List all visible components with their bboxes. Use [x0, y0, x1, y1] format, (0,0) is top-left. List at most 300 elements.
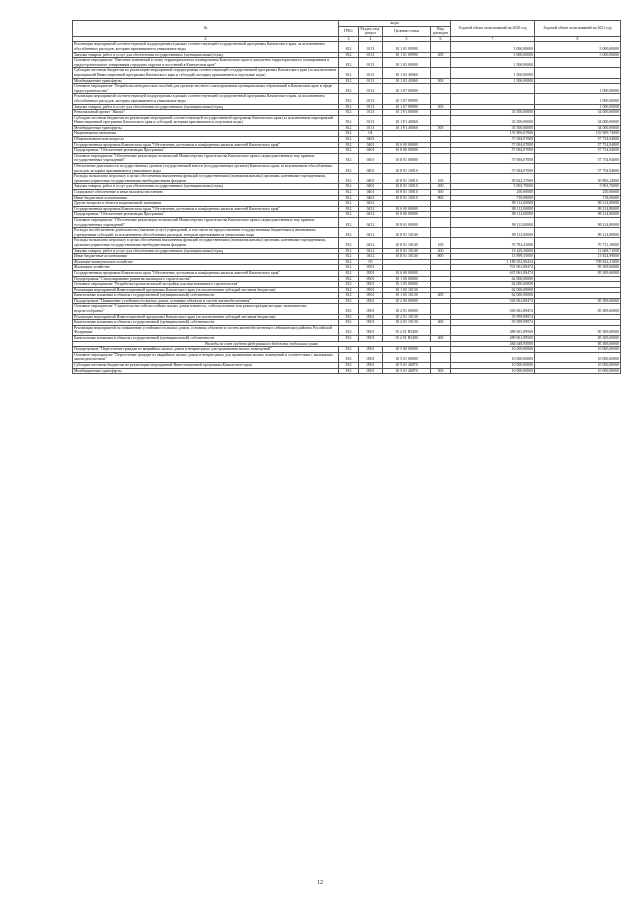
cell-grbs: 812	[339, 94, 359, 104]
cell-csr: 10 8 01 10010	[383, 195, 431, 201]
cell-grbs: 812	[339, 137, 359, 143]
cell-razdel: 0401	[359, 142, 383, 148]
table-row	[73, 325, 621, 335]
cell-2021	[535, 58, 621, 68]
cell-csr: 10 1 01 09990	[383, 52, 431, 58]
cell-vr: 500	[431, 368, 451, 374]
cell-vr	[431, 58, 451, 68]
cell-2020: 484 648,95000	[451, 341, 535, 347]
cell-2020: 5 000,00000	[451, 52, 535, 58]
cell-razdel: 0412	[359, 201, 383, 207]
cell-name: Национальная экономика	[73, 131, 339, 137]
cell-2021: 709 822,31000	[535, 259, 621, 265]
cell-grbs: 812	[339, 195, 359, 201]
cell-2021: 10 000,00000	[535, 352, 621, 362]
cell-grbs: 812	[339, 201, 359, 207]
cell-razdel: 0501	[359, 352, 383, 362]
cell-grbs: 812	[339, 68, 359, 78]
cell-razdel: 0113	[359, 94, 383, 104]
cell-vr	[431, 325, 451, 335]
cell-grbs: 812	[339, 42, 359, 52]
cell-vr: 400	[431, 336, 451, 342]
cell-name: Межбюджетные трансферты	[73, 368, 339, 374]
note-cell: Расходы за счет средств федерального бюджета отдельная сумма	[73, 341, 451, 347]
cell-razdel: 0501	[359, 270, 383, 276]
cell-name: Основное мероприятие "Разработка проектов жилой застройки для перспективного строительства"	[73, 282, 339, 288]
table-row	[73, 153, 621, 163]
table-row	[73, 58, 621, 68]
cell-grbs: 812	[339, 248, 359, 254]
cell-2021: 85 309,60000	[535, 298, 621, 304]
cell-csr: 10 1 F1 40060	[383, 125, 431, 131]
cell-vr: 200	[431, 104, 451, 110]
cell-vr	[431, 84, 451, 94]
cell-razdel: 04	[359, 131, 383, 137]
cell-razdel: 0401	[359, 164, 383, 174]
cell-2020: 98 112,00000	[451, 206, 535, 212]
cell-2021: 57 754,94000	[535, 164, 621, 174]
cell-grbs: 812	[339, 270, 359, 276]
cell-razdel: 0501	[359, 347, 383, 353]
cell-2020: 10 000,00000	[451, 347, 535, 353]
cell-name: Основное мероприятие "Строительство сейсмостойких жилых домов взамен ех, сейсмоусиление или реконструкция которых экономически нецелесообразны"	[73, 304, 339, 314]
cell-grbs: 812	[339, 184, 359, 190]
cell-razdel: 0113	[359, 110, 383, 116]
cell-grbs: 812	[339, 320, 359, 326]
cell-2021	[535, 68, 621, 78]
cell-2020: 33 500,00000	[451, 115, 535, 125]
cell-vr: 500	[431, 125, 451, 131]
cell-2021: 70 721,10000	[535, 238, 621, 248]
cell-grbs: 812	[339, 314, 359, 320]
cell-2021: 57 754,94000	[535, 142, 621, 148]
cell-2020: 57 694,07000	[451, 164, 535, 174]
cell-2020: 10 000,00000	[451, 352, 535, 362]
cell-razdel: 0412	[359, 248, 383, 254]
cell-grbs: 812	[339, 265, 359, 271]
cell-2021: 10 000,00000	[535, 368, 621, 374]
cell-razdel: 0412	[359, 238, 383, 248]
cell-csr: 10 1 05 00000	[383, 282, 431, 288]
cell-2021: 57 754,94000	[535, 137, 621, 143]
cell-razdel: 0113	[359, 52, 383, 58]
header-vr: Вид расходов	[431, 26, 451, 36]
cell-vr: 800	[431, 254, 451, 260]
cell-2020: 33 500,00000	[451, 125, 535, 131]
table-row	[73, 164, 621, 174]
cell-name: Реализация мероприятий Инвестиционной программы Камчатского края (за исключением субсидий местным бюджетам)	[73, 287, 339, 293]
cell-2020: 718,00000	[451, 195, 535, 201]
table-row	[73, 84, 621, 94]
cell-grbs: 812	[339, 254, 359, 260]
cell-2020: 10 000,00000	[451, 368, 535, 374]
cell-vr: 100	[431, 238, 451, 248]
cell-vr: 300	[431, 190, 451, 196]
cell-2021: 85 309,60000	[535, 325, 621, 335]
cell-2021: 98 214,80000	[535, 212, 621, 218]
cell-razdel: 0501	[359, 325, 383, 335]
cell-grbs: 812	[339, 52, 359, 58]
cell-razdel: 0401	[359, 153, 383, 163]
cell-name: Расходы на обеспечение деятельности (оказание услуг) учреждений, в том числе на предоставление государственным бюджетным и автономным учреждениям субсидий, за исключением обособленных расходов, которым присваиваются уникальные коды	[73, 228, 339, 238]
cell-vr	[431, 217, 451, 227]
cell-grbs: 812	[339, 276, 359, 282]
table-row	[73, 304, 621, 314]
cell-grbs: 812	[339, 352, 359, 362]
cell-name: Жилищно-коммунальное хозяйство	[73, 259, 339, 265]
cell-grbs: 812	[339, 287, 359, 293]
cell-name: Капитальные вложения в объекты государственной (муниципальной) собственности	[73, 293, 339, 299]
cell-vr: 800	[431, 195, 451, 201]
cell-vr: 500	[431, 78, 451, 84]
cell-razdel: 0401	[359, 184, 383, 190]
table-header	[73, 21, 621, 42]
header-2020: Годовой объем ассигнований на 2020 год	[451, 21, 535, 37]
cell-2021: 5 000,00000	[535, 42, 621, 52]
cell-vr: 200	[431, 52, 451, 58]
cell-2020: 98 112,00000	[451, 201, 535, 207]
cell-csr: 10 1 05 10130	[383, 287, 431, 293]
cell-2021: 155 969,74000	[535, 131, 621, 137]
cell-grbs: 812	[339, 78, 359, 84]
cell-2021: 1 000,00000	[535, 104, 621, 110]
cell-csr: 10 2 01 R5400	[383, 336, 431, 342]
cell-razdel: 0501	[359, 265, 383, 271]
cell-razdel: 0401	[359, 190, 383, 196]
cell-csr: 10 2 01 10130	[383, 320, 431, 326]
cell-grbs: 812	[339, 148, 359, 154]
cell-2020: 57 694,07000	[451, 137, 535, 143]
cell-2020: 62 000,00000	[451, 276, 535, 282]
cell-name: Общеэкономические вопросы	[73, 137, 339, 143]
header-grbs: ГРБС	[339, 26, 359, 36]
cell-2021: 98 214,80000	[535, 201, 621, 207]
table-row	[73, 68, 621, 78]
cell-2020: 62 000,00000	[451, 287, 535, 293]
table-row	[73, 42, 621, 52]
table-row	[73, 352, 621, 362]
cell-name: Расходы на выплаты персоналу в целях обеспечения выполнения функций государственными (муниципальными) органами, казенными учреждениями, органами управления государственными внебюджетными фондами	[73, 174, 339, 184]
cell-2021: 5 000,00000	[535, 52, 621, 58]
cell-csr: 10 1 00 00000	[383, 276, 431, 282]
cell-grbs: 812	[339, 84, 359, 94]
cell-2021: 98 214,80000	[535, 228, 621, 238]
header-csr: Целевая статья	[383, 26, 431, 36]
cell-vr	[431, 153, 451, 163]
header-razdel: Раздел, под-раздел	[360, 26, 381, 36]
cell-csr: 10 8 00 00000	[383, 148, 431, 154]
cell-2020: 55 999,99974	[451, 314, 535, 320]
cell-grbs: 812	[339, 190, 359, 196]
cell-grbs: 812	[339, 228, 359, 238]
cell-grbs: 812	[339, 238, 359, 248]
cell-name: Расходы на выплаты персоналу в целях обеспечения выполнения функций государственными (муниципальными) органами, казенными учреждениями, органами управления государственными внебюджетными фондами	[73, 238, 339, 248]
cell-2021: 250,00000	[535, 190, 621, 196]
cell-name: Иные бюджетные ассигнования	[73, 254, 339, 260]
cell-name: Подпрограмма "Переселение граждан из аварийных жилых домов и непригодных для проживания жилых помещений"	[73, 347, 339, 353]
cell-razdel: 0401	[359, 137, 383, 143]
cell-grbs: 812	[339, 293, 359, 299]
cell-grbs: 812	[339, 363, 359, 369]
cell-name: Социальное обеспечение и иные выплаты населению	[73, 190, 339, 196]
cell-name: Субсидии местным бюджетам на реализацию мероприятий подпрограммы соответствующей государственной программы Камчатского края (за исключением мероприятий Инвестиционной программы Камчатского края и субсидий, которым присваиваются отдельные коды)	[73, 68, 339, 78]
cell-2020: 545 061,89474	[451, 304, 535, 314]
cell-name: Иные бюджетные ассигнования	[73, 195, 339, 201]
index-1: 2	[73, 36, 339, 42]
cell-vr	[431, 228, 451, 238]
cell-csr: 10 8 01 10010	[383, 164, 431, 174]
cell-csr: 10 1 02 40060	[383, 78, 431, 84]
cell-2021: 13 824,99000	[535, 254, 621, 260]
cell-2020: 1 189 352,96434	[451, 259, 535, 265]
cell-2021: 85 309,60000	[535, 270, 621, 276]
cell-name: Реализация мероприятий по повышению устойчивости жилых домов, основных объектов и систем жизнеобеспечения в сейсмических районах Российской Федерации	[73, 325, 339, 335]
cell-2021: 34 000,00000	[535, 115, 621, 125]
cell-name: Капитальные вложения в объекты государственной (муниципальной) собственности	[73, 336, 339, 342]
cell-2021: 85 309,60000	[535, 304, 621, 314]
cell-razdel: 0401	[359, 195, 383, 201]
cell-vr: 400	[431, 320, 451, 326]
cell-2021: 718,00000	[535, 195, 621, 201]
cell-2020: 57 694,07000	[451, 153, 535, 163]
cell-razdel: 0113	[359, 84, 383, 94]
cell-grbs: 812	[339, 206, 359, 212]
cell-grbs: 812	[339, 259, 359, 265]
cell-name: Обеспечение деятельности государственных органов государственной власти (государственных органов) Камчатского края, за исключением обособленных расходов, которым присваиваются уникальные коды	[73, 164, 339, 174]
cell-csr: 10 8 01 10140	[383, 228, 431, 238]
cell-grbs: 812	[339, 174, 359, 184]
cell-csr: 10 1 05 10130	[383, 293, 431, 299]
cell-razdel: 0501	[359, 298, 383, 304]
cell-razdel: 0412	[359, 228, 383, 238]
cell-csr: 10 1 F1 00000	[383, 110, 431, 116]
cell-csr: 10 5 01 40070	[383, 363, 431, 369]
cell-name: Жилищное хозяйство	[73, 265, 339, 271]
cell-razdel: 0113	[359, 42, 383, 52]
cell-name: Реализация мероприятий соответствующей подпрограммы в рамках соответствующей государственной программы Камчатского края, за исключением обособленных расходов, которым присваиваются уникальные коды	[73, 94, 339, 104]
cell-razdel: 0113	[359, 68, 383, 78]
cell-2020: 57 694,07000	[451, 148, 535, 154]
cell-2020	[451, 84, 535, 94]
cell-2020: 5 000,00000	[451, 42, 535, 52]
cell-razdel: 0113	[359, 78, 383, 84]
table-row	[73, 228, 621, 238]
cell-csr: 10 8 00 00000	[383, 212, 431, 218]
cell-2020: 155 806,07000	[451, 131, 535, 137]
table-body	[73, 42, 621, 374]
cell-2020: 62 000,00000	[451, 293, 535, 299]
index-8: 8	[535, 36, 621, 42]
cell-grbs: 812	[339, 131, 359, 137]
cell-2020: 1 500,00000	[451, 78, 535, 84]
cell-vr	[431, 164, 451, 174]
cell-2021: 98 214,80000	[535, 217, 621, 227]
cell-name: Основное мероприятие "Переселение граждан из аварийных жилых домов и непригодных для проживания жилых помещений в соответствии с жилищным законодательством"	[73, 352, 339, 362]
cell-name: Реализация мероприятий Инвестиционной программы Камчатского края (за исключением субсидий местным бюджетам)	[73, 314, 339, 320]
cell-2020: 70 783,41000	[451, 238, 535, 248]
cell-razdel: 0113	[359, 125, 383, 131]
cell-2020: 98 112,00000	[451, 217, 535, 227]
cell-csr: 10 1 07 09990	[383, 104, 431, 110]
cell-name: Реализация мероприятий соответствующей подпрограммы в рамках соответствующей государственной программы Камчатского края, за исключением обособленных расходов, которым присваиваются уникальные коды	[73, 42, 339, 52]
cell-csr: 10 8 01 10140	[383, 254, 431, 260]
cell-vr	[431, 352, 451, 362]
cell-razdel: 0412	[359, 206, 383, 212]
cell-razdel: 0501	[359, 336, 383, 342]
header-2021: Годовой объем ассигнований на 2021 год	[535, 21, 621, 37]
cell-name: Другие вопросы в области национальной экономики	[73, 201, 339, 207]
cell-grbs: 812	[339, 125, 359, 131]
cell-grbs: 812	[339, 336, 359, 342]
table-row	[73, 217, 621, 227]
cell-grbs: 812	[339, 104, 359, 110]
index-5: 5	[383, 36, 431, 42]
cell-2020: 701 061,89474	[451, 265, 535, 271]
cell-razdel: 0401	[359, 174, 383, 184]
cell-csr: 10 8 01 10140	[383, 238, 431, 248]
table-row	[73, 238, 621, 248]
cell-csr: 10 2 01 00000	[383, 304, 431, 314]
cell-2020: 545 061,89474	[451, 298, 535, 304]
cell-grbs: 812	[339, 58, 359, 68]
cell-2021: 1 000,00000	[535, 94, 621, 104]
cell-2020: 10 000,00000	[451, 363, 535, 369]
cell-razdel: 0501	[359, 368, 383, 374]
cell-name: Основное мероприятие "Обеспечение реализации полномочий Министерства строительства Камчатского края и подведомственных ему краевых государственных учреждений"	[73, 153, 339, 163]
cell-name: Государственная программа Камчатского края "Обеспечение доступным и комфортным жильем жителей Камчатского края"	[73, 270, 339, 276]
cell-razdel: 0501	[359, 287, 383, 293]
cell-grbs: 812	[339, 153, 359, 163]
cell-vr	[431, 94, 451, 104]
cell-2020: 489 061,89500	[451, 336, 535, 342]
cell-csr: 10 1 07 09990	[383, 94, 431, 104]
cell-csr: 10 8 01 00000	[383, 153, 431, 163]
cell-grbs: 812	[339, 142, 359, 148]
cell-csr: 10 5 00 00000	[383, 347, 431, 353]
cell-2021: 50 883,24000	[535, 174, 621, 184]
cell-csr: 10 2 01 10130	[383, 314, 431, 320]
table-row	[73, 94, 621, 104]
cell-razdel: 0113	[359, 104, 383, 110]
cell-razdel: 0113	[359, 115, 383, 125]
cell-vr	[431, 68, 451, 78]
cell-name: Капитальные вложения в объекты государственной (муниципальной) собственности	[73, 320, 339, 326]
cell-razdel: 0412	[359, 212, 383, 218]
cell-name: Государственная программа Камчатского края "Обеспечение доступным и комфортным жильем жителей Камчатского края"	[73, 142, 339, 148]
cell-2020: 98 112,00000	[451, 228, 535, 238]
cell-razdel: 0501	[359, 304, 383, 314]
header-number: №	[73, 21, 339, 37]
cell-razdel: 0412	[359, 254, 383, 260]
cell-grbs: 812	[339, 115, 359, 125]
index-7: 7	[451, 36, 535, 42]
cell-2021: 5 903,70000	[535, 184, 621, 190]
cell-vr	[431, 42, 451, 52]
budget-table	[72, 20, 621, 374]
cell-name: Закупка товаров, работ и услуг для обеспечения государственных (муниципальных) нужд	[73, 52, 339, 58]
cell-razdel: 0501	[359, 282, 383, 288]
cell-csr: 10 1 F1 40060	[383, 115, 431, 125]
cell-csr: 10 1 02 00000	[383, 58, 431, 68]
cell-csr: 10 0 00 00000	[383, 206, 431, 212]
cell-2020: 13 429,26000	[451, 248, 535, 254]
cell-razdel: 0501	[359, 363, 383, 369]
cell-2021: 57 754,94000	[535, 153, 621, 163]
cell-2020: 55 999,99974	[451, 320, 535, 326]
page-number: 12	[317, 880, 323, 886]
cell-name: Закупка товаров, работ и услуг для обеспечения государственных (муниципальных) нужд	[73, 248, 339, 254]
cell-razdel: 0412	[359, 217, 383, 227]
cell-grbs: 812	[339, 282, 359, 288]
cell-2020: 98 112,00000	[451, 212, 535, 218]
cell-vr: 100	[431, 174, 451, 184]
cell-2021: 10 000,00000	[535, 363, 621, 369]
cell-2020: 62 000,00000	[451, 282, 535, 288]
cell-2021: 98 214,80000	[535, 206, 621, 212]
cell-csr: 10 5 01 00000	[383, 352, 431, 362]
table-row	[73, 115, 621, 125]
cell-2020: 5 903,70000	[451, 184, 535, 190]
cell-name: Государственная программа Камчатского края "Обеспечение доступным и комфортным жильем жителей Камчатского края"	[73, 206, 339, 212]
cell-razdel: 0501	[359, 314, 383, 320]
cell-grbs: 812	[339, 325, 359, 335]
cell-vr: 200	[431, 248, 451, 254]
cell-csr: 10 8 01 10010	[383, 174, 431, 184]
table-row	[73, 368, 621, 374]
cell-grbs: 812	[339, 347, 359, 353]
cell-name: Основное мероприятие "Разработка методических пособий для органов местного самоуправления муниципальных образований в Камчатском крае в сфере градостроительства"	[73, 84, 339, 94]
cell-vr: 200	[431, 184, 451, 190]
cell-2021: 85 309,60000	[535, 341, 621, 347]
cell-razdel: 05	[359, 259, 383, 265]
cell-name: Субсидии местным бюджетам на реализацию мероприятий Инвестиционной программы Камчатского края	[73, 363, 339, 369]
table-row	[73, 174, 621, 184]
cell-name: Межбюджетные трансферты	[73, 78, 339, 84]
cell-2020: 57 694,07000	[451, 142, 535, 148]
cell-grbs: 812	[339, 110, 359, 116]
cell-csr: 10 2 01 R5400	[383, 325, 431, 335]
cell-name: Субсидии местным бюджетам на реализацию мероприятий соответствующей государственной программы Камчатского края (за исключением мероприятий Инвестиционной программы Камчатского края и субсидий, которым присваиваются отдельные коды)	[73, 115, 339, 125]
cell-razdel: 0501	[359, 293, 383, 299]
cell-2021: 57 754,94000	[535, 148, 621, 154]
cell-name: Межбюджетные трансферты	[73, 125, 339, 131]
cell-2021: 10 000,00000	[535, 347, 621, 353]
index-6: 6	[431, 36, 451, 42]
index-3: 3	[339, 36, 359, 42]
cell-csr: 10 8 01 10010	[383, 190, 431, 196]
cell-grbs: 812	[339, 298, 359, 304]
cell-grbs: 812	[339, 368, 359, 374]
cell-2021: 13 668,71000	[535, 248, 621, 254]
cell-razdel: 0501	[359, 276, 383, 282]
cell-name: Подпрограмма "Обеспечение реализации Программы"	[73, 212, 339, 218]
cell-2021: 34 000,00000	[535, 125, 621, 131]
cell-2021: 34 000,00000	[535, 110, 621, 116]
cell-name: Подпрограмма "Повышение устойчивости жилых домов, основных объектов и систем жизнеобеспечения"	[73, 298, 339, 304]
cell-csr: 10 8 01 10140	[383, 248, 431, 254]
cell-2020: 1 500,00000	[451, 68, 535, 78]
cell-razdel: 0401	[359, 148, 383, 154]
cell-2020: 33 500,00000	[451, 110, 535, 116]
cell-csr: 10 0 00 00000	[383, 270, 431, 276]
cell-2020: 13 899,33000	[451, 254, 535, 260]
cell-csr: 10 1 07 00000	[383, 84, 431, 94]
cell-vr	[431, 115, 451, 125]
cell-2020: 250,00000	[451, 190, 535, 196]
cell-csr: 10 1 01 09990	[383, 42, 431, 52]
cell-csr: 10 8 01 10010	[383, 184, 431, 190]
cell-2020: 637 061,89474	[451, 270, 535, 276]
